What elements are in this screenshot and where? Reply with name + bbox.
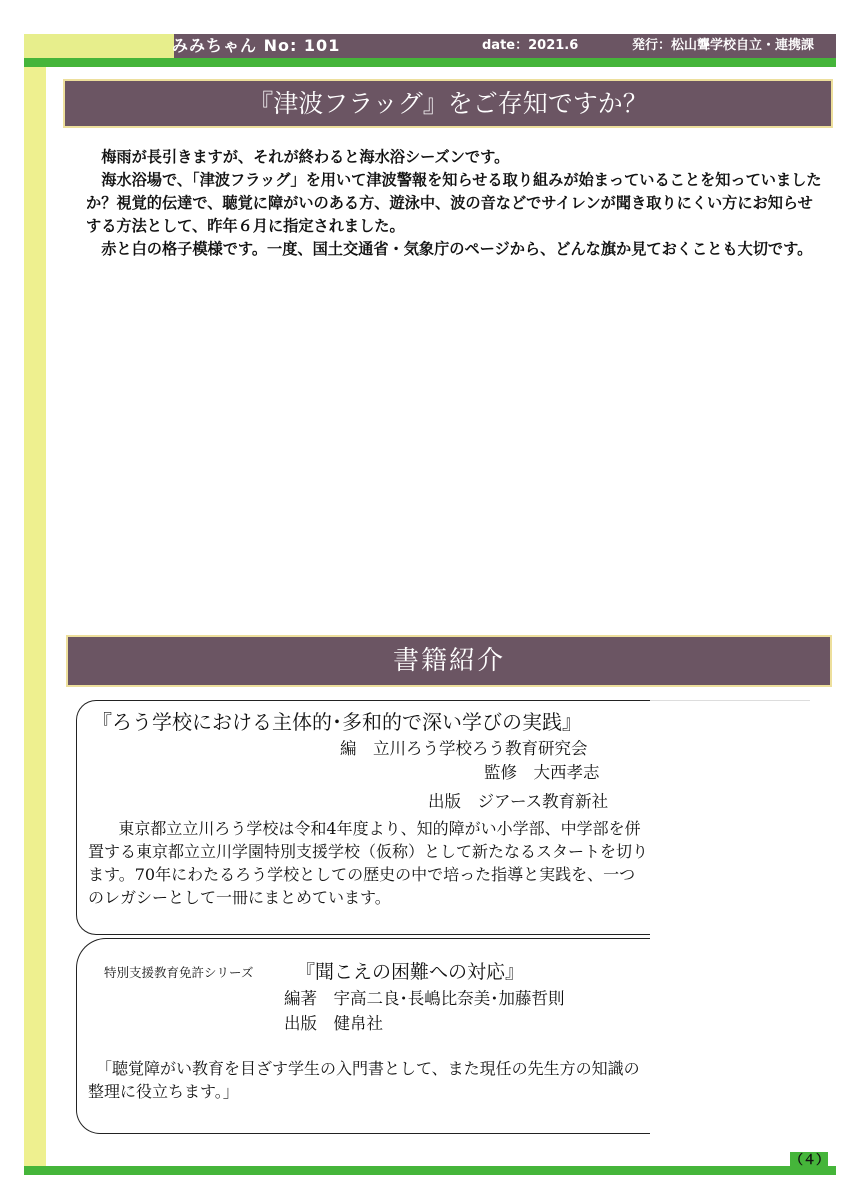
divider: [650, 700, 810, 701]
book-1-supervisor: 監修 大西孝志: [484, 763, 600, 782]
paragraph: 梅雨が長引きますが、それが終わると海水浴シーズンです。: [101, 148, 510, 166]
paragraph: 海水浴場で、「津波フラッグ」を用いて津波警報を知らせる取り組みが始まっていることを知っていましたか？視覚的伝達で、聴覚に障がいのある方、遊泳中、波の音などでサイレンが聞き取りにくい方にお知らせする方法として、昨年６月に指定されました。: [86, 171, 822, 235]
page-number: （４）: [790, 1153, 830, 1168]
article-body: [86, 146, 822, 261]
book-1-editor: 編 立川ろう学校ろう教育研究会: [340, 739, 588, 758]
newsletter-name: みみちゃん No: 101: [172, 36, 341, 55]
book-2-series: 特別支援教育免許シリーズ: [104, 965, 254, 980]
book-1-publisher: 出版 ジアース教育新社: [428, 792, 609, 811]
section-title-book-introduction: 書籍紹介: [66, 635, 832, 687]
book-2-description: [88, 1057, 648, 1103]
book-2-authors: 編著 宇高二良･長嶋比奈美･加藤哲則: [284, 989, 565, 1008]
book-2-publisher: 出版 健帛社: [284, 1014, 383, 1033]
header-green-stripe: [24, 58, 836, 67]
footer-green-stripe: [24, 1166, 836, 1175]
book-1-title: 『ろう学校における主体的･多和的で深い学びの実践』: [92, 710, 582, 734]
section-title-tsunami-flag: 『津波フラッグ』をご存知ですか？: [63, 79, 833, 128]
issue-date: date：2021.6: [482, 38, 579, 53]
side-stripe: [24, 67, 46, 1167]
book-1-description-text: 東京都立立川ろう学校は令和4年度より、知的障がい小学部、中学部を併置する東京都立立川学園特別支援学校（仮称）として新たなるスタートを切ります。70年にわたるろう学校としての歴史の中で培った指導と実践を、一つのレガシーとして一冊にまとめています。: [88, 819, 649, 907]
header-accent-tab: [24, 34, 174, 58]
book-1-description: [88, 817, 648, 909]
paragraph: 赤と白の格子模様です。一度、国土交通省・気象庁のページから、どんな旗か見ておくことも大切です。: [101, 240, 813, 258]
book-2-title: 『聞こえの困難への対応』: [296, 961, 525, 983]
publisher-label: 発行：松山聾学校自立・連携課: [632, 38, 815, 53]
book-2-description-text: 「聴覚障がい教育を目ざす学生の入門書として、また現任の先生方の知識の整理に役立ちます。」: [88, 1059, 640, 1101]
